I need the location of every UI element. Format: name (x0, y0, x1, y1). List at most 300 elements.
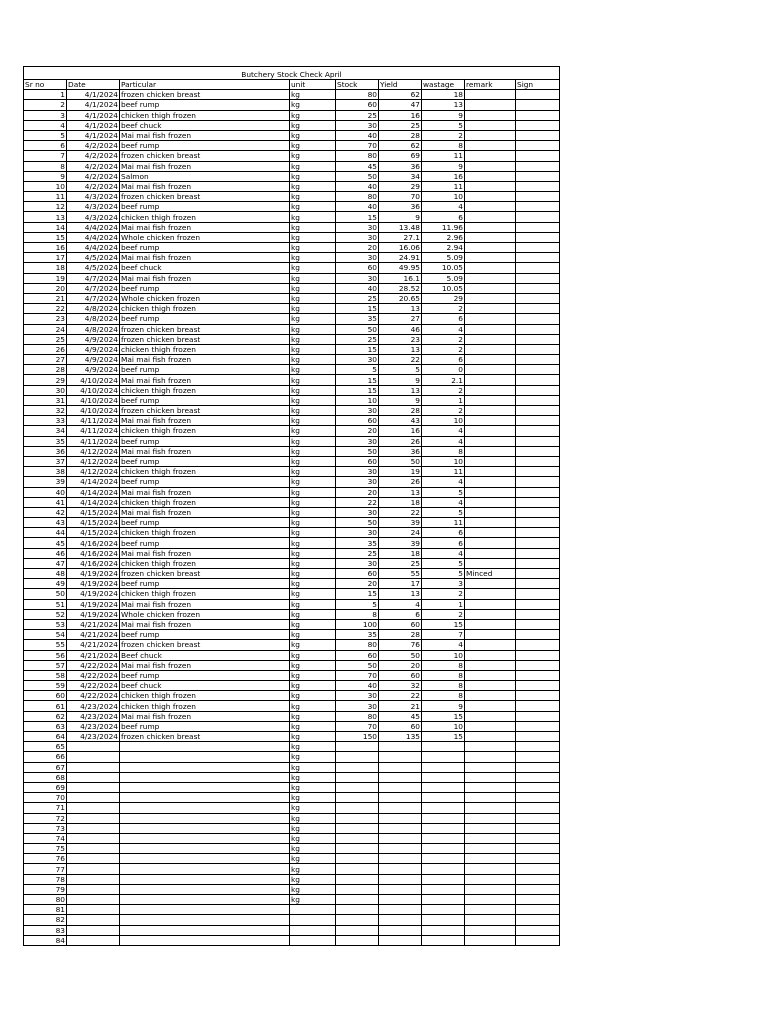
sign-cell (516, 844, 560, 854)
sign-cell (516, 304, 560, 314)
sr-no-cell: 45 (24, 538, 67, 548)
date-cell: 4/2/2024 (67, 141, 120, 151)
yield-cell: 26 (379, 436, 422, 446)
yield-cell (379, 803, 422, 813)
wastage-cell: 6 (422, 355, 465, 365)
stock-cell: 30 (336, 477, 379, 487)
date-cell (67, 833, 120, 843)
particular-cell: Mai mai fish frozen (120, 507, 290, 517)
remark-cell (465, 161, 516, 171)
sign-cell (516, 171, 560, 181)
stock-cell: 5 (336, 599, 379, 609)
remark-cell: Minced (465, 569, 516, 579)
wastage-cell: 4 (422, 548, 465, 558)
date-cell (67, 935, 120, 945)
remark-cell (465, 813, 516, 823)
wastage-cell: 11 (422, 181, 465, 191)
particular-cell: Mai mai fish frozen (120, 487, 290, 497)
yield-cell: 9 (379, 212, 422, 222)
particular-cell: chicken thigh frozen (120, 212, 290, 222)
sr-no-cell: 78 (24, 874, 67, 884)
remark-cell (465, 416, 516, 426)
remark-cell (465, 650, 516, 660)
wastage-cell: 2.96 (422, 232, 465, 242)
remark-cell (465, 293, 516, 303)
remark-cell (465, 599, 516, 609)
date-cell: 4/11/2024 (67, 416, 120, 426)
stock-cell: 50 (336, 660, 379, 670)
sign-cell (516, 732, 560, 742)
yield-cell (379, 935, 422, 945)
particular-cell: Mai mai fish frozen (120, 273, 290, 283)
date-cell: 4/19/2024 (67, 599, 120, 609)
remark-cell (465, 579, 516, 589)
unit-cell: kg (290, 823, 336, 833)
date-cell: 4/21/2024 (67, 630, 120, 640)
stock-cell (336, 895, 379, 905)
date-cell: 4/15/2024 (67, 528, 120, 538)
remark-cell (465, 375, 516, 385)
table-row (24, 120, 560, 130)
yield-cell: 16 (379, 110, 422, 120)
sign-cell (516, 263, 560, 273)
sign-cell (516, 334, 560, 344)
remark-cell (465, 365, 516, 375)
wastage-cell: 2 (422, 609, 465, 619)
yield-cell (379, 782, 422, 792)
sign-cell (516, 416, 560, 426)
wastage-cell: 11.96 (422, 222, 465, 232)
sr-no-cell: 65 (24, 742, 67, 752)
table-row (24, 446, 560, 456)
table-row (24, 110, 560, 120)
wastage-cell: 8 (422, 446, 465, 456)
wastage-cell (422, 905, 465, 915)
yield-cell (379, 742, 422, 752)
date-cell (67, 772, 120, 782)
yield-cell: 13 (379, 304, 422, 314)
stock-check-sheet (23, 66, 559, 946)
wastage-cell (422, 935, 465, 945)
table-row (24, 293, 560, 303)
stock-cell: 80 (336, 640, 379, 650)
remark-cell (465, 90, 516, 100)
particular-cell: chicken thigh frozen (120, 304, 290, 314)
particular-cell: chicken thigh frozen (120, 691, 290, 701)
unit-cell: kg (290, 436, 336, 446)
wastage-cell: 5 (422, 120, 465, 130)
stock-cell: 25 (336, 293, 379, 303)
table-row (24, 548, 560, 558)
sign-cell (516, 477, 560, 487)
sr-no-cell: 59 (24, 681, 67, 691)
yield-cell: 39 (379, 538, 422, 548)
table-row (24, 90, 560, 100)
sr-no-cell: 69 (24, 782, 67, 792)
yield-cell: 43 (379, 416, 422, 426)
date-cell (67, 925, 120, 935)
yield-cell: 28 (379, 406, 422, 416)
yield-cell: 9 (379, 395, 422, 405)
sr-no-cell: 44 (24, 528, 67, 538)
particular-cell: chicken thigh frozen (120, 701, 290, 711)
remark-cell (465, 681, 516, 691)
table-row (24, 314, 560, 324)
sr-no-cell: 62 (24, 711, 67, 721)
table-row (24, 762, 560, 772)
sr-no-cell: 21 (24, 293, 67, 303)
stock-cell: 5 (336, 365, 379, 375)
particular-cell (120, 823, 290, 833)
date-cell: 4/11/2024 (67, 436, 120, 446)
date-cell (67, 742, 120, 752)
sr-no-cell: 76 (24, 854, 67, 864)
yield-cell: 55 (379, 569, 422, 579)
sr-no-cell: 54 (24, 630, 67, 640)
stock-cell: 35 (336, 314, 379, 324)
unit-cell: kg (290, 895, 336, 905)
unit-cell: kg (290, 609, 336, 619)
sr-no-cell: 46 (24, 548, 67, 558)
unit-cell: kg (290, 375, 336, 385)
date-cell: 4/16/2024 (67, 538, 120, 548)
date-cell: 4/21/2024 (67, 640, 120, 650)
wastage-cell: 5 (422, 569, 465, 579)
unit-cell: kg (290, 670, 336, 680)
unit-cell: kg (290, 833, 336, 843)
particular-cell: frozen chicken breast (120, 334, 290, 344)
yield-cell (379, 925, 422, 935)
unit-cell: kg (290, 803, 336, 813)
unit-cell: kg (290, 538, 336, 548)
wastage-cell: 8 (422, 660, 465, 670)
sign-cell (516, 660, 560, 670)
particular-cell: frozen chicken breast (120, 406, 290, 416)
unit-cell: kg (290, 243, 336, 253)
particular-cell: beef rump (120, 538, 290, 548)
particular-cell: Whole chicken frozen (120, 293, 290, 303)
unit-cell: kg (290, 793, 336, 803)
particular-cell: beef rump (120, 456, 290, 466)
unit-cell: kg (290, 579, 336, 589)
sign-cell (516, 110, 560, 120)
sign-cell (516, 558, 560, 568)
table-row (24, 630, 560, 640)
sign-cell (516, 456, 560, 466)
remark-cell (465, 589, 516, 599)
wastage-cell (422, 854, 465, 864)
table-row (24, 670, 560, 680)
date-cell: 4/2/2024 (67, 181, 120, 191)
sr-no-cell: 79 (24, 884, 67, 894)
sr-no-cell: 26 (24, 344, 67, 354)
sr-no-cell: 5 (24, 130, 67, 140)
remark-cell (465, 803, 516, 813)
sign-cell (516, 752, 560, 762)
remark-cell (465, 192, 516, 202)
sr-no-cell: 24 (24, 324, 67, 334)
unit-cell: kg (290, 477, 336, 487)
sr-no-cell: 71 (24, 803, 67, 813)
table-row (24, 130, 560, 140)
yield-cell: 13 (379, 344, 422, 354)
stock-cell: 30 (336, 558, 379, 568)
table-row (24, 253, 560, 263)
sr-no-cell: 73 (24, 823, 67, 833)
date-cell: 4/23/2024 (67, 721, 120, 731)
table-row (24, 416, 560, 426)
stock-cell: 35 (336, 630, 379, 640)
remark-cell (465, 854, 516, 864)
date-cell: 4/23/2024 (67, 701, 120, 711)
stock-cell: 30 (336, 691, 379, 701)
unit-cell: kg (290, 681, 336, 691)
sr-no-cell: 11 (24, 192, 67, 202)
sign-cell (516, 273, 560, 283)
sr-no-cell: 3 (24, 110, 67, 120)
particular-cell: beef rump (120, 141, 290, 151)
sr-no-cell: 20 (24, 283, 67, 293)
date-cell: 4/23/2024 (67, 711, 120, 721)
col-header-particular: Particular (120, 80, 290, 90)
remark-cell (465, 436, 516, 446)
remark-cell (465, 518, 516, 528)
sr-no-cell: 6 (24, 141, 67, 151)
date-cell: 4/21/2024 (67, 619, 120, 629)
wastage-cell: 2 (422, 406, 465, 416)
yield-cell: 70 (379, 192, 422, 202)
date-cell (67, 793, 120, 803)
particular-cell (120, 742, 290, 752)
date-cell (67, 813, 120, 823)
sr-no-cell: 16 (24, 243, 67, 253)
unit-cell (290, 905, 336, 915)
wastage-cell: 4 (422, 640, 465, 650)
unit-cell: kg (290, 100, 336, 110)
particular-cell (120, 854, 290, 864)
table-row (24, 660, 560, 670)
remark-cell (465, 151, 516, 161)
sr-no-cell: 64 (24, 732, 67, 742)
date-cell: 4/9/2024 (67, 334, 120, 344)
yield-cell (379, 915, 422, 925)
unit-cell: kg (290, 752, 336, 762)
yield-cell: 34 (379, 171, 422, 181)
unit-cell: kg (290, 619, 336, 629)
particular-cell: beef rump (120, 630, 290, 640)
remark-cell (465, 477, 516, 487)
sign-cell (516, 701, 560, 711)
sign-cell (516, 161, 560, 171)
particular-cell: chicken thigh frozen (120, 110, 290, 120)
remark-cell (465, 304, 516, 314)
stock-table (23, 66, 560, 946)
sign-cell (516, 314, 560, 324)
date-cell: 4/8/2024 (67, 314, 120, 324)
sr-no-cell: 34 (24, 426, 67, 436)
sr-no-cell: 63 (24, 721, 67, 731)
sign-cell (516, 874, 560, 884)
wastage-cell: 2 (422, 304, 465, 314)
unit-cell: kg (290, 416, 336, 426)
unit-cell: kg (290, 507, 336, 517)
wastage-cell: 8 (422, 691, 465, 701)
date-cell: 4/14/2024 (67, 497, 120, 507)
yield-cell: 25 (379, 558, 422, 568)
table-row (24, 793, 560, 803)
table-row (24, 365, 560, 375)
unit-cell: kg (290, 864, 336, 874)
unit-cell: kg (290, 721, 336, 731)
date-cell: 4/19/2024 (67, 609, 120, 619)
sign-cell (516, 905, 560, 915)
stock-cell: 10 (336, 395, 379, 405)
remark-cell (465, 314, 516, 324)
wastage-cell: 2 (422, 334, 465, 344)
table-row (24, 619, 560, 629)
remark-cell (465, 538, 516, 548)
wastage-cell: 10 (422, 650, 465, 660)
sign-cell (516, 446, 560, 456)
yield-cell: 22 (379, 507, 422, 517)
remark-cell (465, 141, 516, 151)
stock-cell: 80 (336, 90, 379, 100)
particular-cell: chicken thigh frozen (120, 497, 290, 507)
stock-cell: 70 (336, 141, 379, 151)
date-cell: 4/1/2024 (67, 90, 120, 100)
particular-cell: chicken thigh frozen (120, 344, 290, 354)
particular-cell: Mai mai fish frozen (120, 446, 290, 456)
sr-no-cell: 30 (24, 385, 67, 395)
stock-cell: 15 (336, 304, 379, 314)
yield-cell: 49.95 (379, 263, 422, 273)
sign-cell (516, 935, 560, 945)
stock-cell (336, 854, 379, 864)
yield-cell: 18 (379, 497, 422, 507)
remark-cell (465, 273, 516, 283)
yield-cell: 62 (379, 90, 422, 100)
stock-cell: 70 (336, 670, 379, 680)
particular-cell: chicken thigh frozen (120, 558, 290, 568)
particular-cell: beef chuck (120, 120, 290, 130)
date-cell: 4/3/2024 (67, 202, 120, 212)
wastage-cell: 6 (422, 212, 465, 222)
sr-no-cell: 25 (24, 334, 67, 344)
wastage-cell (422, 895, 465, 905)
table-row (24, 691, 560, 701)
yield-cell: 24.91 (379, 253, 422, 263)
yield-cell: 36 (379, 202, 422, 212)
yield-cell: 26 (379, 477, 422, 487)
date-cell: 4/21/2024 (67, 650, 120, 660)
yield-cell: 16.1 (379, 273, 422, 283)
date-cell (67, 874, 120, 884)
date-cell: 4/5/2024 (67, 253, 120, 263)
date-cell: 4/3/2024 (67, 192, 120, 202)
remark-cell (465, 406, 516, 416)
particular-cell: Mai mai fish frozen (120, 181, 290, 191)
date-cell (67, 823, 120, 833)
unit-cell: kg (290, 385, 336, 395)
table-row (24, 742, 560, 752)
particular-cell (120, 895, 290, 905)
unit-cell: kg (290, 762, 336, 772)
table-row (24, 925, 560, 935)
table-row (24, 935, 560, 945)
sign-cell (516, 436, 560, 446)
stock-cell: 20 (336, 579, 379, 589)
wastage-cell: 10 (422, 456, 465, 466)
stock-cell: 60 (336, 456, 379, 466)
table-row (24, 507, 560, 517)
wastage-cell: 11 (422, 151, 465, 161)
sr-no-cell: 66 (24, 752, 67, 762)
sr-no-cell: 1 (24, 90, 67, 100)
table-row (24, 344, 560, 354)
wastage-cell (422, 844, 465, 854)
wastage-cell: 6 (422, 314, 465, 324)
remark-cell (465, 782, 516, 792)
table-row (24, 732, 560, 742)
particular-cell: frozen chicken breast (120, 640, 290, 650)
particular-cell: chicken thigh frozen (120, 528, 290, 538)
remark-cell (465, 925, 516, 935)
particular-cell (120, 762, 290, 772)
header-row (24, 80, 560, 90)
unit-cell: kg (290, 406, 336, 416)
particular-cell: Mai mai fish frozen (120, 130, 290, 140)
stock-cell: 80 (336, 151, 379, 161)
particular-cell: beef rump (120, 436, 290, 446)
remark-cell (465, 497, 516, 507)
remark-cell (465, 762, 516, 772)
remark-cell (465, 935, 516, 945)
particular-cell (120, 772, 290, 782)
table-row (24, 569, 560, 579)
date-cell: 4/23/2024 (67, 732, 120, 742)
sign-cell (516, 141, 560, 151)
wastage-cell: 2.94 (422, 243, 465, 253)
stock-cell: 40 (336, 202, 379, 212)
remark-cell (465, 844, 516, 854)
table-row (24, 232, 560, 242)
yield-cell (379, 905, 422, 915)
sr-no-cell: 13 (24, 212, 67, 222)
sign-cell (516, 772, 560, 782)
table-row (24, 895, 560, 905)
particular-cell (120, 925, 290, 935)
remark-cell (465, 324, 516, 334)
wastage-cell: 4 (422, 324, 465, 334)
unit-cell: kg (290, 854, 336, 864)
particular-cell: beef rump (120, 579, 290, 589)
wastage-cell: 10.05 (422, 283, 465, 293)
yield-cell (379, 854, 422, 864)
table-row (24, 650, 560, 660)
unit-cell: kg (290, 772, 336, 782)
particular-cell: frozen chicken breast (120, 324, 290, 334)
unit-cell: kg (290, 782, 336, 792)
sr-no-cell: 36 (24, 446, 67, 456)
unit-cell: kg (290, 161, 336, 171)
wastage-cell: 15 (422, 732, 465, 742)
date-cell (67, 752, 120, 762)
wastage-cell (422, 803, 465, 813)
particular-cell: frozen chicken breast (120, 192, 290, 202)
sr-no-cell: 77 (24, 864, 67, 874)
particular-cell (120, 864, 290, 874)
col-header-sign: Sign (516, 80, 560, 90)
